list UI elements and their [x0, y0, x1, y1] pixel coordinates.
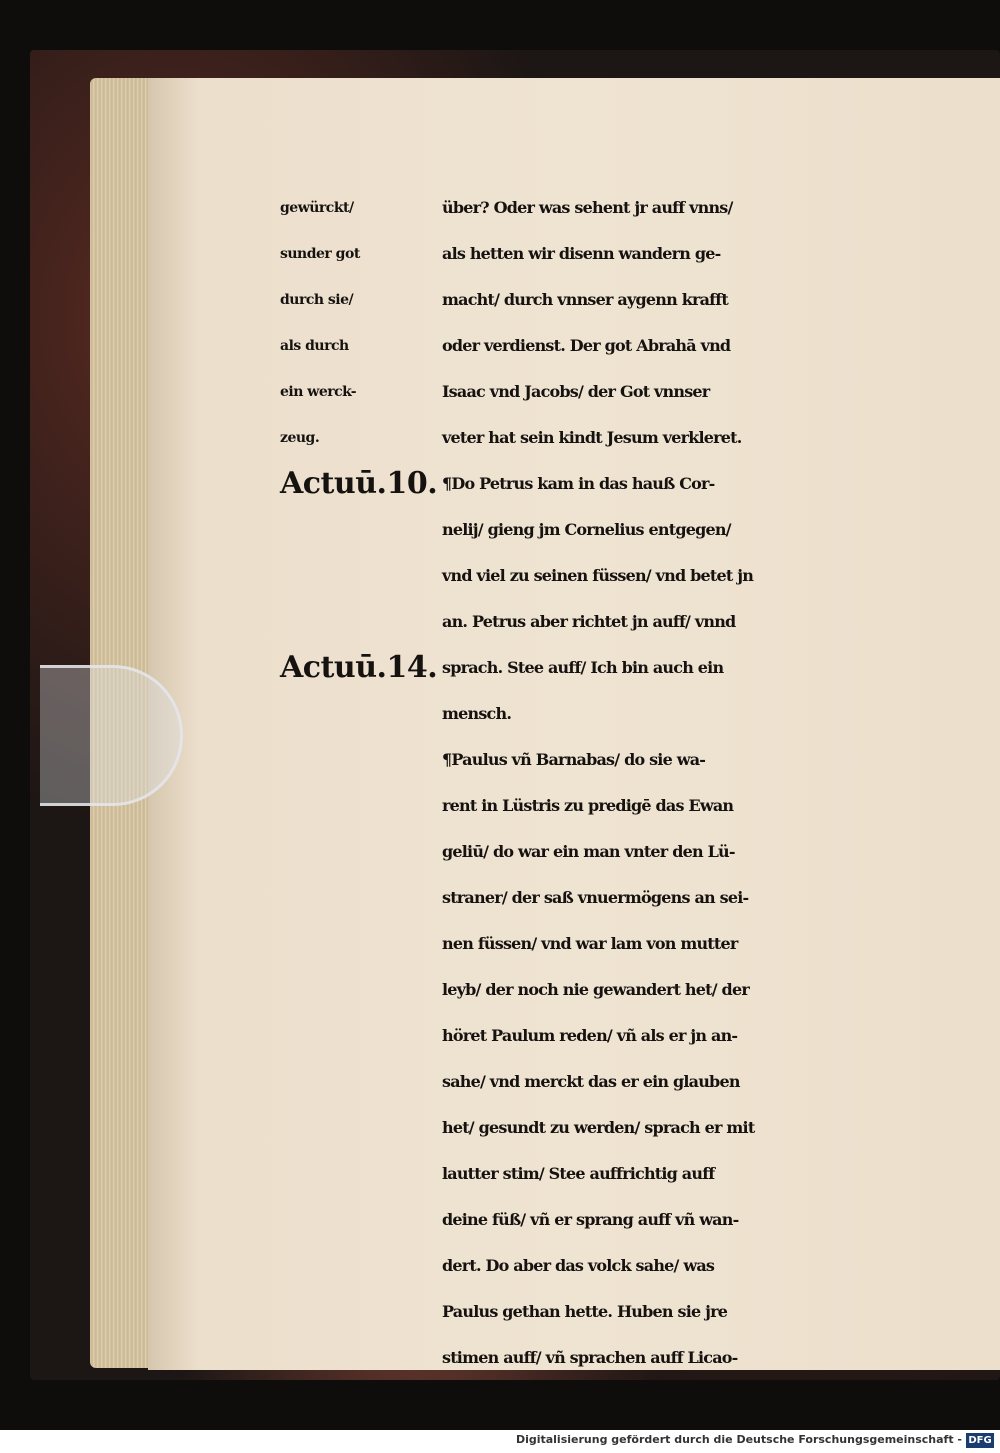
- page-holder-clip: [40, 665, 183, 806]
- text-line: dert. Do aber das volck sahe/ was: [442, 1256, 715, 1275]
- text-line: mensch.: [442, 704, 512, 723]
- text-line: sahe/ vnd merckt das er ein glauben: [442, 1072, 740, 1091]
- margin-line: durch sie/: [280, 292, 354, 308]
- text-line: ¶Paulus vñ Barnabas/ do sie wa-: [442, 750, 706, 769]
- text-line: het/ gesundt zu werden/ sprach er mit: [442, 1118, 755, 1137]
- text-line: deine füß/ vñ er sprang auff vñ wan-: [442, 1210, 739, 1229]
- text-line: veter hat sein kindt Jesum verkleret.: [442, 428, 742, 447]
- text-line: an. Petrus aber richtet jn auff/ vnnd: [442, 612, 736, 631]
- margin-line: ein werck-: [280, 384, 357, 400]
- text-line: als hetten wir disenn wandern ge-: [442, 244, 721, 263]
- text-line: nelij/ gieng jm Cornelius entgegen/: [442, 520, 731, 539]
- text-line: über? Oder was sehent jr auff vnns/: [442, 198, 733, 217]
- text-line: straner/ der saß vnuermögens an sei-: [442, 888, 749, 907]
- text-line: leyb/ der noch nie gewandert het/ der: [442, 980, 749, 999]
- digitization-credit: Digitalisierung gefördert durch die Deutsche Forschungsgemeinschaft -: [515, 1433, 962, 1446]
- text-line: oder verdienst. Der got Abrahā vnd: [442, 336, 731, 355]
- text-line: lautter stim/ Stee auffrichtig auff: [442, 1164, 715, 1183]
- margin-note: [280, 185, 437, 507]
- margin-line: Actuū.14.: [280, 650, 438, 685]
- text-line: geliū/ do war ein man vnter den Lü-: [442, 842, 735, 861]
- text-line: rent in Lüstris zu predigē das Ewan: [442, 796, 734, 815]
- margin-line: sunder got: [280, 246, 360, 262]
- dfg-logo: DFG: [966, 1433, 994, 1448]
- margin-line: Actuū.10.: [280, 466, 438, 501]
- main-text-column: [442, 185, 962, 1381]
- margin-line: gewürckt/: [280, 200, 354, 216]
- text-line: sprach. Stee auff/ Ich bin auch ein: [442, 658, 724, 677]
- text-line: vnd viel zu seinen füssen/ vnd betet jn: [442, 566, 754, 585]
- text-line: stimen auff/ vñ sprachen auff Licao-: [442, 1348, 738, 1367]
- text-line: Paulus gethan hette. Huben sie jre: [442, 1302, 728, 1321]
- text-line: ¶Do Petrus kam in das hauß Cor-: [442, 474, 715, 493]
- margin-line: als durch: [280, 338, 349, 354]
- text-line: höret Paulum reden/ vñ als er jn an-: [442, 1026, 738, 1045]
- text-line: Isaac vnd Jacobs/ der Got vnnser: [442, 382, 710, 401]
- margin-line: zeug.: [280, 430, 320, 446]
- margin-note: [280, 645, 437, 691]
- text-line: macht/ durch vnnser aygenn krafft: [442, 290, 728, 309]
- text-line: nen füssen/ vnd war lam von mutter: [442, 934, 738, 953]
